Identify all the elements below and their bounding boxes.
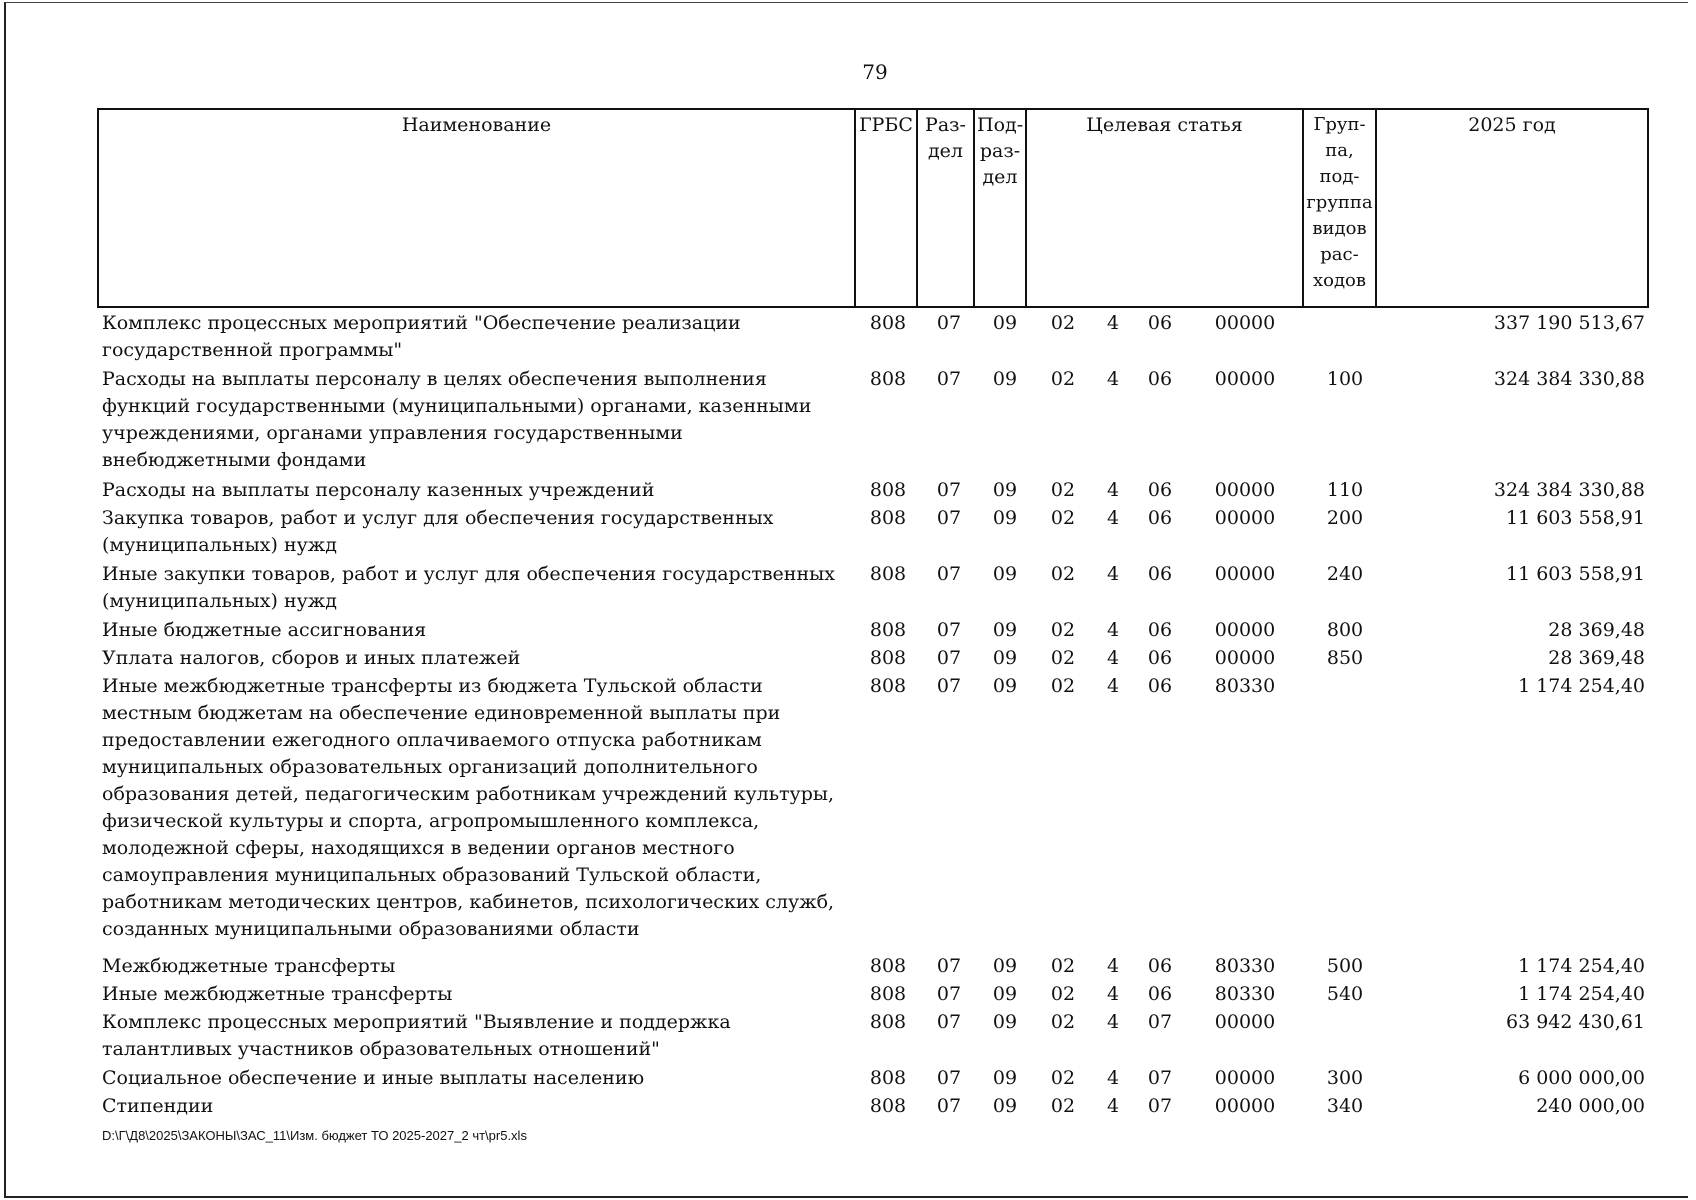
- row-target-program: 02: [1050, 312, 1076, 334]
- row-target-subprogram: 07: [1147, 1011, 1173, 1033]
- row-podrazdel: 09: [992, 1011, 1018, 1033]
- header-target-article: Целевая статья: [1026, 109, 1303, 307]
- row-amount: 28 369,48: [1548, 619, 1645, 641]
- row-grbs: 808: [869, 507, 907, 529]
- row-podrazdel: 09: [992, 312, 1018, 334]
- row-target-type: 4: [1106, 983, 1120, 1005]
- row-grbs: 808: [869, 647, 907, 669]
- row-name: Комплекс процессных мероприятий "Выявление и поддержка талантливых участников образовательных отношений": [102, 1011, 731, 1060]
- row-target-program: 02: [1050, 955, 1076, 977]
- row-group: 200: [1326, 507, 1364, 529]
- row-grbs: 808: [869, 619, 907, 641]
- row-razdel: 07: [936, 983, 962, 1005]
- row-name: Социальное обеспечение и иные выплаты населению: [102, 1067, 645, 1089]
- row-target-direction: 80330: [1214, 983, 1276, 1005]
- row-target-direction: 00000: [1214, 647, 1276, 669]
- row-name: Закупка товаров, работ и услуг для обеспечения государственных (муниципальных) нужд: [102, 507, 774, 556]
- row-name: Межбюджетные трансферты: [102, 955, 396, 977]
- row-grbs: 808: [869, 983, 907, 1005]
- row-grbs: 808: [869, 563, 907, 585]
- row-name: Стипендии: [102, 1095, 214, 1117]
- row-name: Уплата налогов, сборов и иных платежей: [102, 647, 521, 669]
- row-podrazdel: 09: [992, 983, 1018, 1005]
- row-target-subprogram: 06: [1147, 563, 1173, 585]
- row-grbs: 808: [869, 312, 907, 334]
- row-target-direction: 00000: [1214, 1095, 1276, 1117]
- row-target-direction: 00000: [1214, 1067, 1276, 1089]
- row-group: 800: [1326, 619, 1364, 641]
- row-podrazdel: 09: [992, 368, 1018, 390]
- row-target-direction: 00000: [1214, 1011, 1276, 1033]
- row-target-subprogram: 06: [1147, 312, 1173, 334]
- row-razdel: 07: [936, 1011, 962, 1033]
- row-name: Расходы на выплаты персоналу казенных учреждений: [102, 479, 655, 501]
- row-target-subprogram: 06: [1147, 983, 1173, 1005]
- header-year: 2025 год: [1376, 109, 1648, 307]
- row-group: 240: [1326, 563, 1364, 585]
- row-target-program: 02: [1050, 619, 1076, 641]
- row-target-program: 02: [1050, 675, 1076, 697]
- row-razdel: 07: [936, 647, 962, 669]
- row-amount: 28 369,48: [1548, 647, 1645, 669]
- row-target-subprogram: 06: [1147, 507, 1173, 529]
- row-razdel: 07: [936, 1067, 962, 1089]
- row-grbs: 808: [869, 1095, 907, 1117]
- row-target-subprogram: 07: [1147, 1067, 1173, 1089]
- row-target-type: 4: [1106, 647, 1120, 669]
- row-amount: 1 174 254,40: [1518, 675, 1645, 697]
- row-target-subprogram: 06: [1147, 619, 1173, 641]
- row-target-direction: 00000: [1214, 563, 1276, 585]
- row-grbs: 808: [869, 1011, 907, 1033]
- row-amount: 337 190 513,67: [1493, 312, 1645, 334]
- row-target-direction: 00000: [1214, 479, 1276, 501]
- row-amount: 240 000,00: [1536, 1095, 1645, 1117]
- row-amount: 6 000 000,00: [1518, 1067, 1645, 1089]
- row-target-type: 4: [1106, 312, 1120, 334]
- row-podrazdel: 09: [992, 507, 1018, 529]
- header-group: Груп- па, под- группа видов рас- ходов: [1303, 109, 1376, 307]
- row-razdel: 07: [936, 1095, 962, 1117]
- page-number: 79: [862, 60, 888, 84]
- row-podrazdel: 09: [992, 955, 1018, 977]
- row-target-program: 02: [1050, 647, 1076, 669]
- row-name: Иные закупки товаров, работ и услуг для обеспечения государственных (муниципальных) нужд: [102, 563, 835, 612]
- row-group: 300: [1326, 1067, 1364, 1089]
- row-razdel: 07: [936, 368, 962, 390]
- header-grbs: ГРБС: [855, 109, 917, 307]
- row-grbs: 808: [869, 955, 907, 977]
- row-group: 100: [1326, 368, 1364, 390]
- row-razdel: 07: [936, 675, 962, 697]
- row-podrazdel: 09: [992, 1067, 1018, 1089]
- row-target-type: 4: [1106, 1067, 1120, 1089]
- row-target-subprogram: 06: [1147, 955, 1173, 977]
- row-target-type: 4: [1106, 619, 1120, 641]
- row-podrazdel: 09: [992, 1095, 1018, 1117]
- row-target-type: 4: [1106, 1011, 1120, 1033]
- row-razdel: 07: [936, 955, 962, 977]
- row-target-type: 4: [1106, 368, 1120, 390]
- row-target-type: 4: [1106, 955, 1120, 977]
- row-target-direction: 00000: [1214, 368, 1276, 390]
- row-target-program: 02: [1050, 563, 1076, 585]
- row-target-type: 4: [1106, 507, 1120, 529]
- row-amount: 63 942 430,61: [1505, 1011, 1645, 1033]
- row-target-type: 4: [1106, 479, 1120, 501]
- row-name: Иные межбюджетные трансферты из бюджета Тульской области местным бюджетам на обеспечение единовременной выплаты при предоставлении ежегодного оплачиваемого отпуска работникам муниципальных образовательных организаций дополнительного образования детей, педагогическим работникам учреждений культуры, физической культуры и спорта, агропромышленного комплекса, молодежной сферы, находящихся в ведении органов местного самоуправления муниципальных образований Тульской области, работникам методических центров, кабинетов, психологических служб, созданных муниципальными образованиями области: [102, 675, 835, 940]
- row-amount: 1 174 254,40: [1518, 955, 1645, 977]
- row-target-type: 4: [1106, 563, 1120, 585]
- row-target-direction: 00000: [1214, 312, 1276, 334]
- row-group: 850: [1326, 647, 1364, 669]
- row-target-program: 02: [1050, 1067, 1076, 1089]
- row-target-program: 02: [1050, 1011, 1076, 1033]
- row-amount: 324 384 330,88: [1493, 368, 1645, 390]
- row-razdel: 07: [936, 563, 962, 585]
- row-podrazdel: 09: [992, 675, 1018, 697]
- row-amount: 11 603 558,91: [1505, 563, 1645, 585]
- row-group: 340: [1326, 1095, 1364, 1117]
- row-target-subprogram: 06: [1147, 479, 1173, 501]
- row-target-type: 4: [1106, 675, 1120, 697]
- row-razdel: 07: [936, 507, 962, 529]
- row-podrazdel: 09: [992, 619, 1018, 641]
- row-target-direction: 80330: [1214, 955, 1276, 977]
- row-grbs: 808: [869, 479, 907, 501]
- header-razdel: Раз- дел: [917, 109, 974, 307]
- row-amount: 324 384 330,88: [1493, 479, 1645, 501]
- file-path-footer: D:\Г\Д8\2025\ЗАКОНЫ\ЗАС_11\Изм. бюджет ТО 2025-2027_2 чт\pr5.xls: [102, 1128, 527, 1143]
- row-amount: 1 174 254,40: [1518, 983, 1645, 1005]
- row-target-type: 4: [1106, 1095, 1120, 1117]
- row-target-subprogram: 06: [1147, 647, 1173, 669]
- row-podrazdel: 09: [992, 563, 1018, 585]
- row-target-direction: 00000: [1214, 507, 1276, 529]
- row-target-subprogram: 06: [1147, 675, 1173, 697]
- row-target-program: 02: [1050, 983, 1076, 1005]
- row-amount: 11 603 558,91: [1505, 507, 1645, 529]
- header-name: Наименование: [98, 109, 855, 307]
- row-name: Иные межбюджетные трансферты: [102, 983, 453, 1005]
- row-target-program: 02: [1050, 368, 1076, 390]
- row-target-program: 02: [1050, 507, 1076, 529]
- row-name: Иные бюджетные ассигнования: [102, 619, 427, 641]
- row-target-direction: 80330: [1214, 675, 1276, 697]
- row-grbs: 808: [869, 675, 907, 697]
- row-group: 500: [1326, 955, 1364, 977]
- row-target-subprogram: 07: [1147, 1095, 1173, 1117]
- header-podrazdel: Под- раз- дел: [974, 109, 1026, 307]
- row-grbs: 808: [869, 368, 907, 390]
- row-group: 540: [1326, 983, 1364, 1005]
- row-grbs: 808: [869, 1067, 907, 1089]
- row-razdel: 07: [936, 479, 962, 501]
- row-target-program: 02: [1050, 479, 1076, 501]
- row-podrazdel: 09: [992, 647, 1018, 669]
- row-target-subprogram: 06: [1147, 368, 1173, 390]
- row-target-direction: 00000: [1214, 619, 1276, 641]
- row-razdel: 07: [936, 312, 962, 334]
- row-target-program: 02: [1050, 1095, 1076, 1117]
- row-name: Комплекс процессных мероприятий "Обеспечение реализации государственной программы": [102, 312, 741, 361]
- row-podrazdel: 09: [992, 479, 1018, 501]
- row-name: Расходы на выплаты персоналу в целях обеспечения выполнения функций государственными (муниципальными) органами, казенными учреждениями, органами управления государственными внебюджетными фондами: [102, 368, 812, 471]
- row-group: 110: [1326, 479, 1364, 501]
- row-razdel: 07: [936, 619, 962, 641]
